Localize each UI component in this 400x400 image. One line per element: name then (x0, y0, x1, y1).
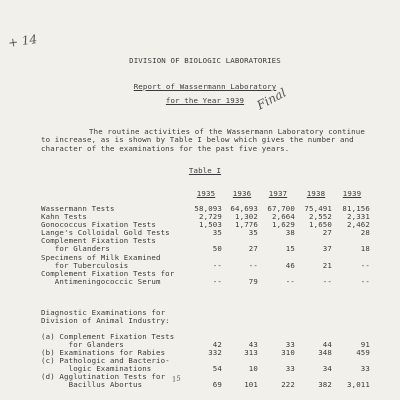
table-cell: 1,650 (309, 220, 332, 229)
table-cell: 33 (285, 364, 295, 373)
table-cell: 27 (322, 228, 332, 237)
diagnostic-heading: Diagnostic Examinations for (41, 308, 166, 317)
year-header: 1939 (342, 189, 362, 198)
table-cell: 67,700 (267, 204, 295, 213)
table-cell: 44 (322, 340, 332, 349)
table-cell: 2,462 (347, 220, 370, 229)
table-cell: 34 (322, 364, 332, 373)
handwritten-final: Final (254, 85, 289, 113)
table-cell: 18 (360, 244, 370, 253)
row-label: Gonococcus Fixation Tests (41, 220, 156, 229)
table-cell: 46 (285, 261, 295, 270)
table-cell: -- (212, 261, 222, 270)
table-cell: 28 (360, 228, 370, 237)
table-cell: 33 (285, 340, 295, 349)
table-cell: 27 (248, 244, 258, 253)
margin-note: + 14 (7, 32, 38, 50)
table-cell: 348 (318, 348, 332, 357)
row-label: (b) Examinations for Rabies (41, 348, 166, 357)
row-label: Wassermann Tests (41, 204, 115, 213)
table-title: Table I (188, 166, 222, 175)
table-cell: 3,011 (347, 380, 370, 389)
table-cell: -- (285, 277, 295, 286)
row-label: (d) Agglutination Tests for (41, 372, 166, 381)
table-cell: -- (322, 277, 332, 286)
row-label: for Glanders (41, 340, 124, 349)
division-title: DIVISION OF BIOLOGIC LABORATORIES (129, 56, 281, 65)
table-cell: 1,629 (272, 220, 295, 229)
table-cell: 1,302 (235, 212, 258, 221)
table-cell: 69 (212, 380, 222, 389)
year-header: 1936 (232, 189, 252, 198)
table-cell: 75,491 (304, 204, 332, 213)
table-cell: 1,503 (199, 220, 222, 229)
table-cell: 33 (360, 364, 370, 373)
intro-line-2: to increase, as is shown by Table I below which gives the number and (41, 135, 354, 144)
table-cell: -- (212, 277, 222, 286)
table-cell: 21 (322, 261, 332, 270)
report-year-line: for the Year 1939 (165, 96, 245, 105)
row-label: (c) Pathologic and Bacterio- (41, 356, 170, 365)
table-cell: -- (360, 261, 370, 270)
handwritten-margin-mark: 15 (171, 374, 182, 384)
row-label: Specimens of Milk Examined (41, 253, 161, 262)
table-cell: 81,156 (342, 204, 370, 213)
row-label: for Glanders (41, 244, 110, 253)
intro-line-1: The routine activities of the Wassermann Laboratory continue (89, 127, 365, 136)
table-cell: 382 (318, 380, 332, 389)
table-cell: 15 (285, 244, 295, 253)
table-cell: 459 (356, 348, 370, 357)
table-cell: 54 (212, 364, 222, 373)
table-cell: -- (360, 277, 370, 286)
table-cell: 35 (212, 228, 222, 237)
table-cell: 79 (248, 277, 258, 286)
table-cell: 50 (212, 244, 222, 253)
table-cell: 2,552 (309, 212, 332, 221)
table-cell: -- (248, 261, 258, 270)
table-cell: 2,664 (272, 212, 295, 221)
table-cell: 42 (212, 340, 222, 349)
table-cell: 101 (244, 380, 258, 389)
diagnostic-heading: Division of Animal Industry: (41, 316, 170, 325)
year-header: 1935 (196, 189, 216, 198)
row-label: Bacillus Abortus (41, 380, 143, 389)
table-cell: 64,693 (230, 204, 258, 213)
table-cell: 313 (244, 348, 258, 357)
table-cell: 10 (248, 364, 258, 373)
row-label: for Tuberculosis (41, 261, 129, 270)
table-cell: 310 (281, 348, 295, 357)
table-cell: 37 (322, 244, 332, 253)
row-label: Complement Fixation Tests for (41, 269, 175, 278)
table-cell: 43 (248, 340, 258, 349)
table-cell: 222 (281, 380, 295, 389)
row-label: Antimeningococcic Serum (41, 277, 161, 286)
table-cell: 2,729 (199, 212, 222, 221)
intro-line-3: character of the examinations for the past five years. (41, 144, 290, 153)
report-title: Report of Wassermann Laboratory (133, 82, 277, 91)
table-cell: 91 (360, 340, 370, 349)
row-label: Kahn Tests (41, 212, 87, 221)
table-cell: 58,093 (194, 204, 222, 213)
row-label: Complement Fixation Tests (41, 236, 156, 245)
year-header: 1938 (306, 189, 326, 198)
table-cell: 332 (208, 348, 222, 357)
table-cell: 1,776 (235, 220, 258, 229)
row-label: (a) Complement Fixation Tests (41, 332, 175, 341)
year-header: 1937 (268, 189, 288, 198)
row-label: logic Examinations (41, 364, 152, 373)
table-cell: 2,331 (347, 212, 370, 221)
table-cell: 38 (285, 228, 295, 237)
row-label: Lange's Colloidal Gold Tests (41, 228, 170, 237)
table-cell: 35 (248, 228, 258, 237)
